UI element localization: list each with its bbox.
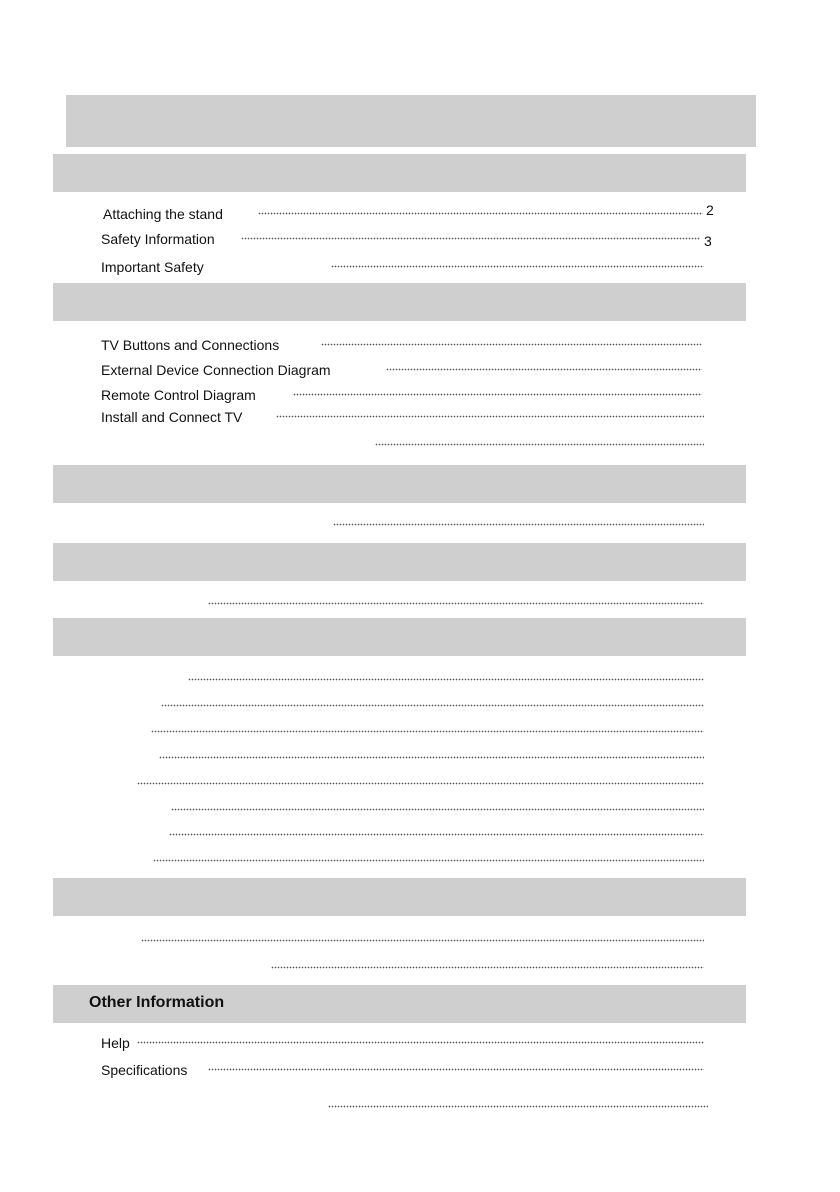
toc-entry-label: External Device Connection Diagram <box>101 362 331 378</box>
leader-dots <box>375 443 704 446</box>
toc-entry-help[interactable] <box>101 1034 704 1052</box>
toc-entry[interactable] <box>101 436 704 454</box>
toc-entry-label: TV Buttons and Connections <box>101 337 280 353</box>
leader-dots <box>159 756 704 759</box>
leader-dots <box>153 859 704 862</box>
toc-entry[interactable] <box>101 932 704 950</box>
toc-entry[interactable] <box>101 1098 708 1116</box>
leader-dots <box>333 523 704 526</box>
toc-entry[interactable] <box>101 852 704 870</box>
toc-entry-specifications[interactable] <box>101 1061 704 1079</box>
leader-dots <box>276 415 704 418</box>
section-header-5 <box>53 618 746 656</box>
section-header-6 <box>53 878 746 916</box>
toc-entry[interactable] <box>101 516 704 534</box>
toc-entry-important-safety[interactable] <box>101 258 704 276</box>
toc-entry-attaching-stand[interactable] <box>103 202 714 223</box>
toc-entry[interactable] <box>101 697 704 715</box>
leader-dots <box>141 939 704 942</box>
section-header-other-information <box>53 985 746 1023</box>
toc-entry-external-device[interactable] <box>101 361 702 379</box>
leader-dots <box>137 1041 704 1044</box>
section-header-4 <box>53 543 746 581</box>
page-number: 2 <box>706 202 714 218</box>
leader-dots <box>171 808 704 811</box>
toc-entry-label: Attaching the stand <box>103 206 223 222</box>
toc-entry-label: Safety Information <box>101 231 215 247</box>
toc-entry-safety-information[interactable] <box>101 230 712 249</box>
toc-entry[interactable] <box>101 671 704 689</box>
leader-dots <box>208 602 704 605</box>
toc-entry-label: Remote Control Diagram <box>101 387 256 403</box>
section-label: Other Information <box>89 994 225 1011</box>
leader-dots <box>169 833 704 836</box>
leader-dots <box>331 265 704 268</box>
section-header-3 <box>53 465 746 503</box>
toc-entry[interactable] <box>101 801 704 819</box>
leader-dots <box>137 782 704 785</box>
toc-entry-tv-buttons[interactable] <box>101 336 702 354</box>
leader-dots <box>328 1105 708 1108</box>
page-number: 3 <box>704 233 712 249</box>
leader-dots <box>386 368 702 371</box>
leader-dots <box>293 393 702 396</box>
toc-entry[interactable] <box>101 749 704 767</box>
toc-title-bar <box>66 95 756 147</box>
leader-dots <box>321 343 702 346</box>
toc-entry-label: Specifications <box>101 1062 188 1078</box>
toc-entry[interactable] <box>101 959 704 977</box>
toc-entry-install-connect[interactable] <box>101 408 704 426</box>
leader-dots <box>151 730 704 733</box>
toc-entry[interactable] <box>101 826 704 844</box>
section-header-2 <box>53 283 746 321</box>
toc-entry[interactable] <box>101 595 704 613</box>
section-header-1 <box>53 154 746 192</box>
toc-entry-remote-control[interactable] <box>101 386 702 404</box>
leader-dots <box>161 704 704 707</box>
toc-entry-label: Help <box>101 1035 130 1051</box>
leader-dots <box>241 237 700 240</box>
toc-entry[interactable] <box>101 775 704 793</box>
toc-entry-label: Important Safety <box>101 259 204 275</box>
leader-dots <box>271 966 704 969</box>
toc-entry[interactable] <box>101 723 704 741</box>
leader-dots <box>188 678 704 681</box>
leader-dots <box>258 212 703 215</box>
leader-dots <box>208 1068 704 1071</box>
toc-entry-label: Install and Connect TV <box>101 409 243 425</box>
